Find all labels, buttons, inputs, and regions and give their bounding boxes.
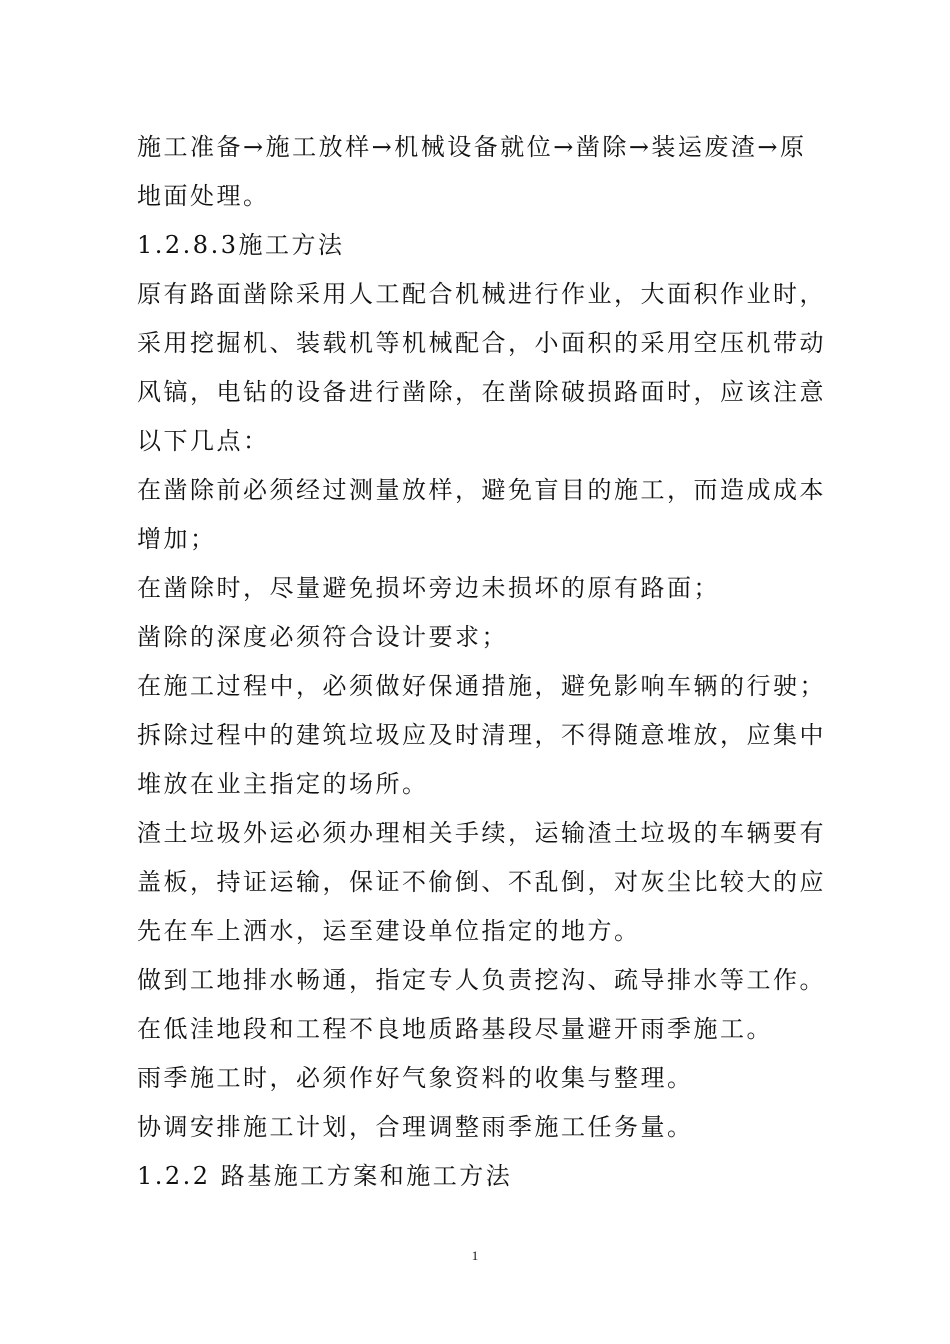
text-line: 堆放在业主指定的场所。 [137, 770, 429, 798]
text-line: 盖板，持证运输，保证不偷倒、不乱倒，对灰尘比较大的应 [137, 868, 826, 896]
document-body [137, 123, 827, 1201]
section-heading: 1.2.8.3施工方法 [137, 231, 345, 259]
text-line: 凿除的深度必须符合设计要求； [137, 623, 508, 651]
text-line: 在凿除时，尽量避免损坏旁边未损坏的原有路面； [137, 574, 720, 602]
text-line: 雨季施工时，必须作好气象资料的收集与整理。 [137, 1064, 694, 1092]
text-line: 风镐，电钻的设备进行凿除，在凿除破损路面时，应该注意 [137, 378, 826, 406]
text-line: 在凿除前必须经过测量放样，避免盲目的施工，而造成成本 [137, 476, 826, 504]
text-line: 在低洼地段和工程不良地质路基段尽量避开雨季施工。 [137, 1015, 773, 1043]
text-line: 原有路面凿除采用人工配合机械进行作业，大面积作业时， [137, 280, 826, 308]
text-line: 以下几点： [137, 427, 270, 455]
section-heading: 1.2.2 路基施工方案和施工方法 [137, 1162, 513, 1190]
text-line: 施工准备→施工放样→机械设备就位→凿除→装运废渣→原 [137, 133, 807, 161]
text-line: 增加； [137, 525, 217, 553]
text-line: 拆除过程中的建筑垃圾应及时清理，不得随意堆放，应集中 [137, 721, 826, 749]
text-line: 在施工过程中，必须做好保通措施，避免影响车辆的行驶； [137, 672, 826, 700]
text-line: 做到工地排水畅通，指定专人负责挖沟、疏导排水等工作。 [137, 966, 826, 994]
text-line: 渣土垃圾外运必须办理相关手续，运输渣土垃圾的车辆要有 [137, 819, 826, 847]
text-line: 协调安排施工计划，合理调整雨季施工任务量。 [137, 1113, 694, 1141]
text-line: 先在车上洒水，运至建设单位指定的地方。 [137, 917, 641, 945]
page-number: 1 [471, 1248, 479, 1263]
text-line: 采用挖掘机、装载机等机械配合，小面积的采用空压机带动 [137, 329, 826, 357]
text-line: 地面处理。 [137, 182, 270, 210]
